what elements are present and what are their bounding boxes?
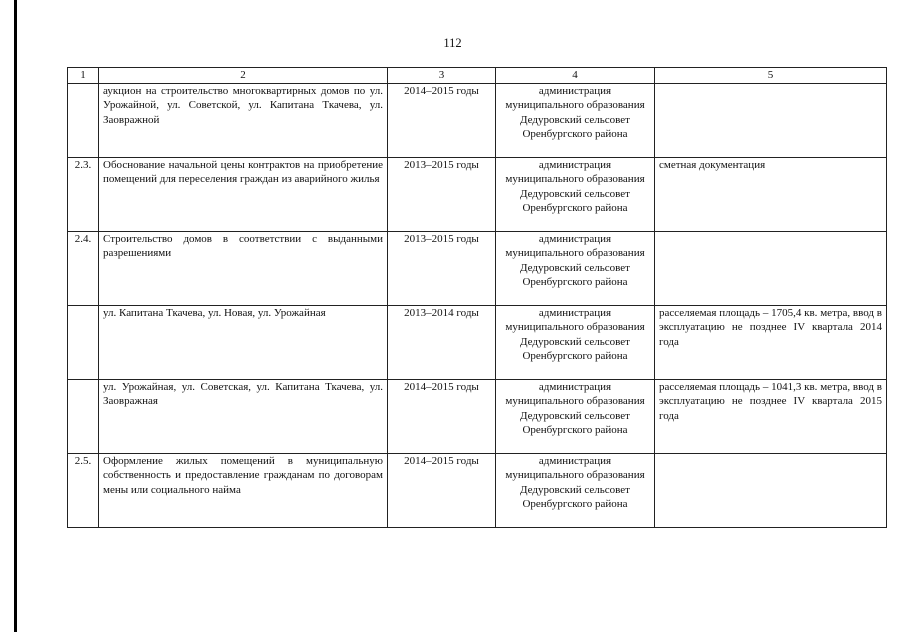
- binding-edge: [14, 0, 17, 632]
- row-executor: администрация муниципального образования Дедуровский сельсовет Оренбургского района: [496, 157, 655, 231]
- plan-table: [67, 67, 887, 528]
- row-number: 2.5.: [68, 453, 99, 527]
- table-row: [68, 231, 887, 305]
- row-event: ул. Урожайная, ул. Советская, ул. Капитана Ткачева, ул. Заовражная: [99, 379, 388, 453]
- row-event: Оформление жилых помещений в муниципальную собственность и предоставление гражданам по договорам мены или социального найма: [99, 453, 388, 527]
- row-number: [68, 83, 99, 157]
- page-number: 112: [443, 36, 462, 50]
- row-result: расселяемая площадь – 1041,3 кв. метра, ввод в эксплуатацию не позднее IV квартала 2015 года: [655, 379, 887, 453]
- column-header-num: 1: [68, 68, 99, 84]
- row-term: 2014–2015 годы: [388, 83, 496, 157]
- column-header-executor: 4: [496, 68, 655, 84]
- column-header-term: 3: [388, 68, 496, 84]
- column-header-event: 2: [99, 68, 388, 84]
- column-header-result: 5: [655, 68, 887, 84]
- row-term: 2013–2015 годы: [388, 231, 496, 305]
- table-header-row: [68, 68, 887, 84]
- row-result: [655, 453, 887, 527]
- row-event: ул. Капитана Ткачева, ул. Новая, ул. Урожайная: [99, 305, 388, 379]
- table-row: [68, 379, 887, 453]
- table-row: [68, 157, 887, 231]
- row-term: 2014–2015 годы: [388, 453, 496, 527]
- row-number: [68, 305, 99, 379]
- row-result: расселяемая площадь – 1705,4 кв. метра, ввод в эксплуатацию не позднее IV квартала 2014 года: [655, 305, 887, 379]
- row-number: 2.3.: [68, 157, 99, 231]
- row-event: Строительство домов в соответствии с выданными разрешениями: [99, 231, 388, 305]
- row-executor: администрация муниципального образования Дедуровский сельсовет Оренбургского района: [496, 83, 655, 157]
- row-executor: администрация муниципального образования Дедуровский сельсовет Оренбургского района: [496, 453, 655, 527]
- row-executor: администрация муниципального образования Дедуровский сельсовет Оренбургского района: [496, 379, 655, 453]
- row-term: 2014–2015 годы: [388, 379, 496, 453]
- row-number: 2.4.: [68, 231, 99, 305]
- row-result: [655, 83, 887, 157]
- table-row: [68, 453, 887, 527]
- row-term: 2013–2015 годы: [388, 157, 496, 231]
- row-term: 2013–2014 годы: [388, 305, 496, 379]
- row-event: Обоснование начальной цены контрактов на приобретение помещений для переселения граждан из аварийного жилья: [99, 157, 388, 231]
- table-row: [68, 83, 887, 157]
- row-executor: администрация муниципального образования Дедуровский сельсовет Оренбургского района: [496, 231, 655, 305]
- row-result: [655, 231, 887, 305]
- row-number: [68, 379, 99, 453]
- row-executor: администрация муниципального образования Дедуровский сельсовет Оренбургского района: [496, 305, 655, 379]
- table-row: [68, 305, 887, 379]
- row-event: аукцион на строительство многоквартирных домов по ул. Урожайной, ул. Советской, ул. Капитана Ткачева, ул. Заовражной: [99, 83, 388, 157]
- row-result: сметная документация: [655, 157, 887, 231]
